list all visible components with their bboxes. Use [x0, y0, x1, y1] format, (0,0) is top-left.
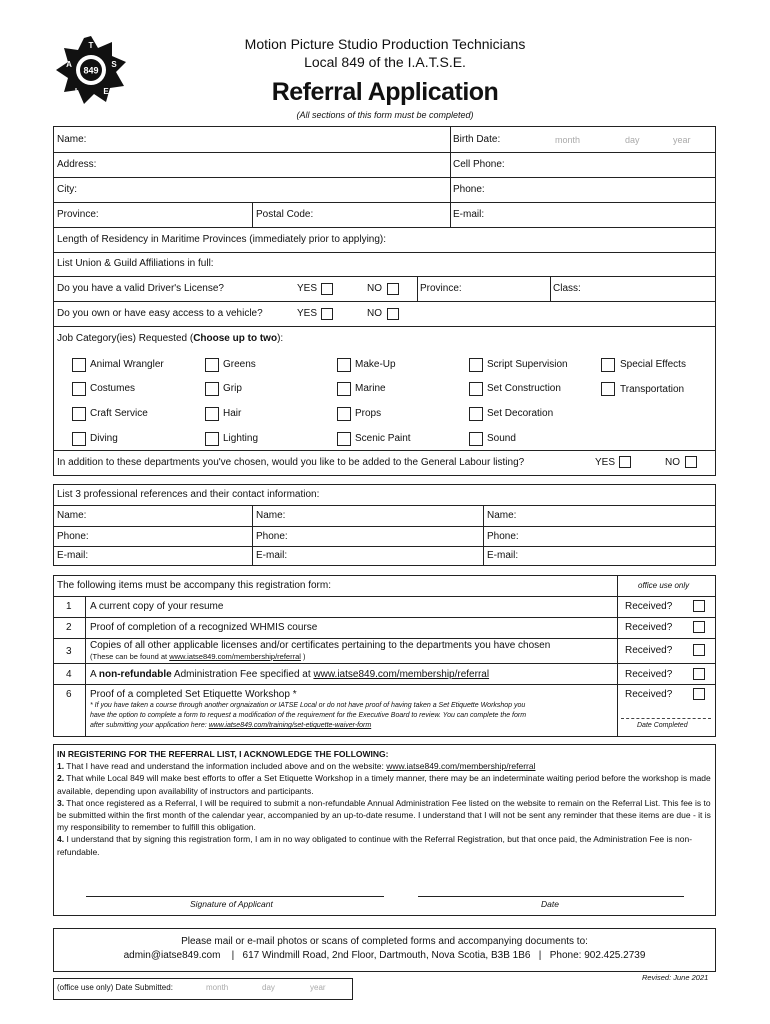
job-checkbox-sound[interactable]	[469, 432, 483, 446]
item-note: * If you have taken a course through another orgnaization or IATSE Local or do not have proof of having taken a Set Etiquette Workshop you	[90, 702, 526, 709]
job-checkbox-script-supervision[interactable]	[469, 358, 483, 372]
svg-text:I: I	[74, 87, 78, 96]
vehicle-question: Do you own or have easy access to a vehicle?	[57, 308, 263, 319]
contact-email[interactable]: admin@iatse849.com	[123, 950, 221, 961]
office-use-label: office use only	[638, 581, 690, 590]
job-checkbox-set-decoration[interactable]	[469, 407, 483, 421]
vehicle-yes-checkbox[interactable]	[321, 308, 333, 320]
job-checkbox-animal-wrangler[interactable]	[72, 358, 86, 372]
job-label: Props	[355, 408, 382, 419]
license-no-label: NO	[367, 283, 382, 294]
ref1-phone-label: Phone:	[57, 531, 89, 542]
job-checkbox-scenic-paint[interactable]	[337, 432, 351, 446]
svg-text:E: E	[103, 87, 109, 96]
received-label: Received?	[625, 689, 673, 700]
item-text: Copies of all other applicable licenses and/or certificates pertaining to the departments you have chosen	[90, 640, 551, 651]
job-label: Costumes	[90, 383, 136, 394]
vehicle-yes-label: YES	[297, 308, 318, 319]
province-label: Province:	[57, 209, 99, 220]
job-checkbox-special-effects[interactable]	[601, 358, 615, 372]
org-line-2: Local 849 of the I.A.T.S.E.	[304, 54, 466, 70]
job-label: Marine	[355, 383, 386, 394]
submitted-year-field[interactable]: year	[310, 983, 326, 992]
vehicle-no-label: NO	[367, 308, 382, 319]
item-number: 1	[66, 601, 72, 612]
vehicle-no-checkbox[interactable]	[387, 308, 399, 320]
received-label: Received?	[625, 645, 673, 656]
job-checkbox-props[interactable]	[337, 407, 351, 421]
item-number: 6	[66, 689, 72, 700]
received-label: Received?	[625, 669, 673, 680]
contact-phone: Phone: 902.425.2739	[549, 950, 646, 961]
job-label: Lighting	[223, 433, 259, 444]
job-label: Diving	[90, 433, 118, 444]
job-checkbox-lighting[interactable]	[205, 432, 219, 446]
office-submitted-label: (office use only) Date Submitted:	[57, 983, 173, 992]
submitted-month-field[interactable]: month	[206, 983, 229, 992]
svg-text:S: S	[111, 60, 117, 69]
received-checkbox-1[interactable]	[693, 600, 705, 612]
iatse-logo	[54, 34, 128, 106]
contact-line: admin@iatse849.com | 617 Windmill Road, 2nd Floor, Dartmouth, Nova Scotia, B3B 1B6 | Phone: 902.425.2739	[123, 950, 646, 961]
job-label: Grip	[223, 383, 242, 394]
received-checkbox-3[interactable]	[693, 644, 705, 656]
signature-label: Signature of Applicant	[190, 899, 273, 909]
general-labour-question: In addition to these departments you've chosen, would you like to be added to the General Labour listing?	[57, 457, 525, 468]
job-label: Script Supervision	[487, 359, 568, 370]
svg-text:T: T	[88, 41, 94, 50]
item-text: Proof of completion of a recognized WHMIS course	[90, 622, 318, 633]
item-text: Proof of a completed Set Etiquette Workshop *	[90, 689, 297, 700]
license-yes-checkbox[interactable]	[321, 283, 333, 295]
job-checkbox-craft-service[interactable]	[72, 407, 86, 421]
submitted-day-field[interactable]: day	[262, 983, 275, 992]
mail-instructions: Please mail or e-mail photos or scans of completed forms and accompanying documents to:	[181, 936, 588, 947]
ref2-email-label: E-mail:	[256, 550, 288, 561]
job-label: Sound	[487, 433, 516, 444]
contact-address: 617 Windmill Road, 2nd Floor, Dartmouth, Nova Scotia, B3B 1B6	[242, 950, 531, 961]
general-labour-yes-checkbox[interactable]	[619, 456, 631, 468]
city-label: City:	[57, 184, 77, 195]
references-heading: List 3 professional references and their contact information:	[57, 489, 320, 500]
job-label: Set Decoration	[487, 408, 554, 419]
date-completed-label: Date Completed	[637, 722, 688, 729]
residency-label: Length of Residency in Maritime Provinces (immediately prior to applying):	[57, 234, 387, 245]
job-checkbox-transportation[interactable]	[601, 382, 615, 396]
item-text: A current copy of your resume	[90, 601, 224, 612]
item-number: 4	[66, 669, 72, 680]
license-question: Do you have a valid Driver's License?	[57, 283, 224, 294]
item-number: 3	[66, 646, 72, 657]
ref1-email-label: E-mail:	[57, 550, 89, 561]
general-labour-yes-label: YES	[595, 457, 616, 468]
job-checkbox-grip[interactable]	[205, 382, 219, 396]
job-checkbox-greens[interactable]	[205, 358, 219, 372]
job-label: Hair	[223, 408, 242, 419]
job-checkbox-hair[interactable]	[205, 407, 219, 421]
job-label: Scenic Paint	[355, 433, 411, 444]
license-province-label: Province:	[420, 283, 462, 294]
ref3-phone-label: Phone:	[487, 531, 519, 542]
job-label: Craft Service	[90, 408, 148, 419]
job-checkbox-set-construction[interactable]	[469, 382, 483, 396]
phone-label: Phone:	[453, 184, 485, 195]
job-checkbox-marine[interactable]	[337, 382, 351, 396]
birth-month-field[interactable]: month	[555, 135, 581, 145]
received-label: Received?	[625, 601, 673, 612]
signature-line[interactable]	[86, 896, 384, 897]
union-label: List Union & Guild Affiliations in full:	[57, 258, 214, 269]
name-label: Name:	[57, 134, 87, 145]
job-label: Animal Wrangler	[90, 359, 164, 370]
birth-year-field[interactable]: year	[673, 135, 691, 145]
ref1-name-label: Name:	[57, 510, 87, 521]
item-subtext: (These can be found at www.iatse849.com/membership/referral )	[90, 652, 306, 661]
referral-link[interactable]: www.iatse849.com/membership/referral	[169, 652, 301, 661]
job-checkbox-costumes[interactable]	[72, 382, 86, 396]
date-label: Date	[541, 899, 559, 909]
received-checkbox-4[interactable]	[693, 668, 705, 680]
logo-number: 849	[83, 65, 99, 76]
license-class-label: Class:	[553, 283, 581, 294]
birth-date-label: Birth Date:	[453, 134, 501, 145]
received-checkbox-2[interactable]	[693, 621, 705, 633]
job-checkbox-make-up[interactable]	[337, 358, 351, 372]
received-checkbox-6[interactable]	[693, 688, 705, 700]
item-note: after submitting your application here: www.iatse849.com/training/set-etiquette-waiver-form	[90, 722, 372, 729]
general-labour-no-checkbox[interactable]	[685, 456, 697, 468]
job-label: Set Construction	[487, 383, 561, 394]
job-label: Greens	[223, 359, 256, 370]
page-title: Referral Application	[271, 78, 499, 106]
ref3-name-label: Name:	[487, 510, 517, 521]
job-category-heading: Job Category(ies) Requested (Choose up to two):	[57, 333, 284, 344]
ref2-name-label: Name:	[256, 510, 286, 521]
job-label: Make-Up	[355, 359, 396, 370]
ref2-phone-label: Phone:	[256, 531, 288, 542]
address-label: Address:	[57, 159, 97, 170]
ref3-email-label: E-mail:	[487, 550, 519, 561]
items-heading: The following items must be accompany this registration form:	[57, 580, 331, 591]
cell-phone-label: Cell Phone:	[453, 159, 505, 170]
license-yes-label: YES	[297, 283, 318, 294]
received-label: Received?	[625, 622, 673, 633]
acknowledgement-text: IN REGISTERING FOR THE REFERRAL LIST, I ACKNOWLEDGE THE FOLLOWING: 1. That I have read and understand the information included above and on the website: www.iatse849.com/membership/referral 2. That while Local 849 will make best efforts to offer a Set Etiquette Workshop in a timely manner, there may be an indeterminate waiting period before the workshop is made available, depending upon availability of instructors and participants. 3. That once registered as a Referral, I will be required to submit a non-refundable Annual Administration Fee listed on the website to remain on the Referral List. This fee is to be submitted within the first month of the calendar year, accompanied by an up-to-date resume. I understand that I will not be sent any reminder that these items are due - it is my responsibility to remember to fulfill this obligation. 4. I understand that by signing this registration form, I am in no way obligated to continue with the Referral Registration, but that once paid, the Administration Fee is non-refundable.	[57, 749, 711, 857]
birth-day-field[interactable]: day	[625, 135, 640, 145]
svg-text:A: A	[66, 60, 72, 69]
date-line[interactable]	[418, 896, 684, 897]
license-no-checkbox[interactable]	[387, 283, 399, 295]
postal-code-label: Postal Code:	[256, 209, 314, 220]
item-note: have the option to complete a form to request a modification of the requirement for the Executive Board to review. You can complete the form	[90, 712, 527, 719]
job-label: Special Effects	[620, 359, 686, 370]
referral-link[interactable]: www.iatse849.com/membership/referral	[386, 761, 536, 772]
referral-link[interactable]: www.iatse849.com/membership/referral	[313, 669, 490, 680]
waiver-form-link[interactable]: www.iatse849.com/training/set-etiquette-waiver-form	[208, 722, 372, 729]
page-subtitle: (All sections of this form must be completed)	[296, 110, 474, 120]
general-labour-no-label: NO	[665, 457, 680, 468]
item-number: 2	[66, 622, 72, 633]
job-label: Transportation	[620, 384, 685, 395]
job-checkbox-diving[interactable]	[72, 432, 86, 446]
email-label: E-mail:	[453, 209, 485, 220]
revised-date: Revised: June 2021	[642, 973, 709, 982]
org-line-1: Motion Picture Studio Production Technicians	[244, 36, 526, 52]
item-text: A non-refundable Administration Fee specified at www.iatse849.com/membership/referral	[90, 669, 490, 680]
